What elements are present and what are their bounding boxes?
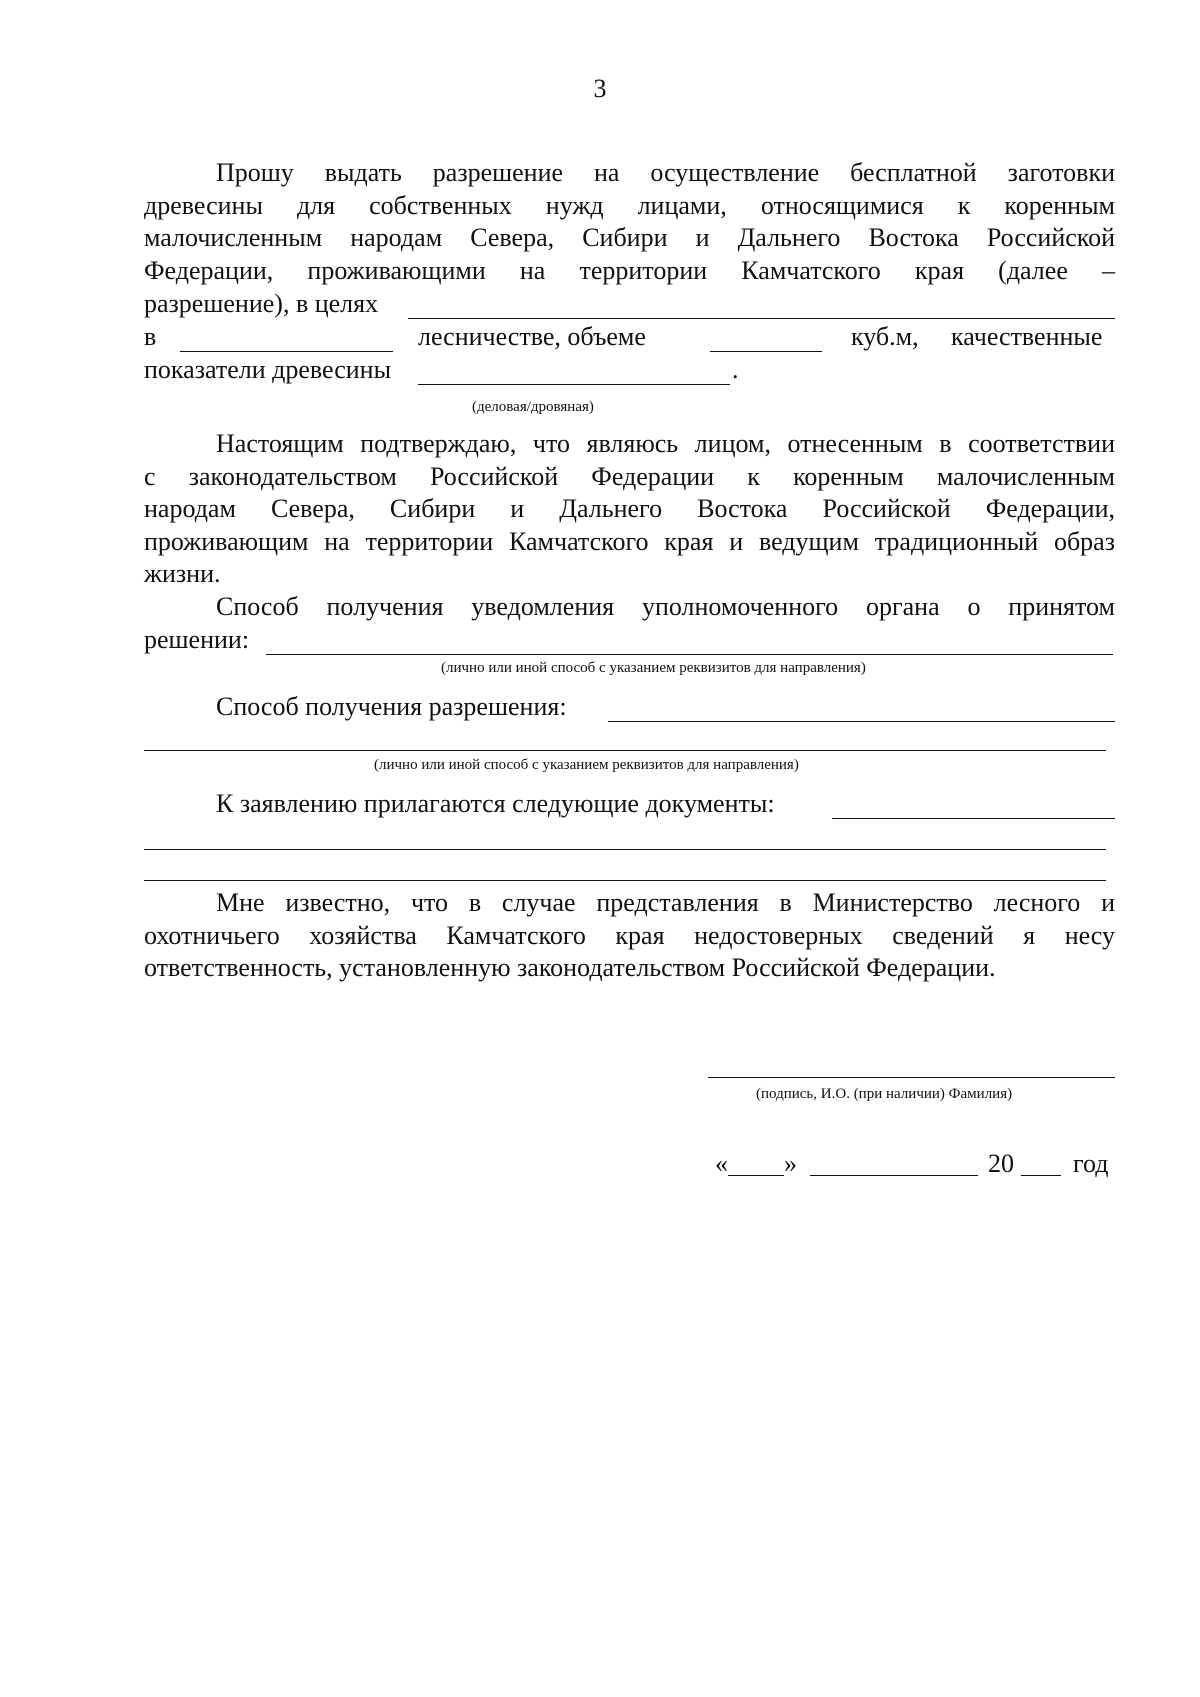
confirmation-paragraph <box>144 428 1115 591</box>
documents-field-1[interactable] <box>832 818 1115 819</box>
date-day-field[interactable] <box>728 1149 784 1176</box>
volume-field[interactable] <box>710 351 822 352</box>
quality-word: качественные <box>951 322 1103 351</box>
documents-label: К заявлению прилагаются следующие документы: <box>216 789 775 818</box>
notification-paragraph <box>144 591 1115 624</box>
date-close-quote: » <box>784 1149 797 1178</box>
date-century: 20 <box>988 1149 1014 1178</box>
date-year-word: год <box>1073 1149 1109 1178</box>
permit-method-label: Способ получения разрешения: <box>216 692 567 721</box>
date-line <box>715 1148 1109 1180</box>
purpose-label: разрешение), в целях <box>144 289 379 318</box>
para2-line-5: жизни. <box>144 559 221 588</box>
para2-line-4: проживающим на территории Камчатского края и ведущим традиционный образ <box>144 526 1115 556</box>
notification-caption: (лично или иной способ с указанием реквизитов для направления) <box>441 660 866 676</box>
documents-field-3[interactable] <box>144 880 1106 881</box>
signature-field[interactable] <box>708 1077 1115 1078</box>
para1-line-1: Прошу выдать разрешение на осуществление бесплатной заготовки <box>216 158 1115 187</box>
signature-caption: (подпись, И.О. (при наличии) Фамилия) <box>756 1086 1013 1102</box>
notification-label: решении: <box>144 625 250 654</box>
quality-end: . <box>732 355 739 384</box>
date-open-quote: « <box>715 1149 728 1178</box>
date-year-field[interactable] <box>1021 1149 1061 1176</box>
para1-line-2: древесины для собственных нужд лицами, относящимися к коренным <box>144 190 1115 220</box>
documents-field-2[interactable] <box>144 849 1106 850</box>
page-number: 3 <box>593 74 607 103</box>
para-last-line-1: Мне известно, что в случае представления в Министерство лесного и <box>216 888 1115 917</box>
permit-method-caption: (лично или иной способ с указанием реквизитов для направления) <box>374 757 799 773</box>
quality-field[interactable] <box>418 384 730 385</box>
responsibility-paragraph <box>144 887 1115 985</box>
forestry-volume-label: лесничестве, объеме <box>418 322 646 351</box>
para1-line-3: малочисленным народам Севера, Сибири и Дальнего Востока Российской <box>144 223 1115 252</box>
request-paragraph <box>144 157 1115 287</box>
forestry-field[interactable] <box>180 351 393 352</box>
para2-line-1: Настоящим подтверждаю, что являюсь лицом, отнесенным в соответствии <box>216 429 1115 458</box>
quality-label: показатели древесины <box>144 355 392 384</box>
date-month-field[interactable] <box>810 1149 978 1176</box>
para-last-line-3: ответственность, установленную законодательством Российской Федерации. <box>144 953 996 982</box>
permit-method-field-2[interactable] <box>144 750 1106 751</box>
volume-unit: куб.м, <box>851 322 919 351</box>
quality-caption: (деловая/дровяная) <box>472 399 594 415</box>
permit-method-field[interactable] <box>608 721 1115 722</box>
notification-field[interactable] <box>266 654 1113 655</box>
para2-line-3: народам Севера, Сибири и Дальнего Востока Российской Федерации, <box>144 494 1115 523</box>
para2-line-2: с законодательством Российской Федерации к коренным малочисленным <box>144 461 1115 491</box>
notification-line-1: Способ получения уведомления уполномоченного органа о принятом <box>216 592 1115 621</box>
para1-line-4: Федерации, проживающими на территории Камчатского края (далее – <box>144 255 1115 285</box>
purpose-field[interactable] <box>408 318 1115 319</box>
para-last-line-2: охотничьего хозяйства Камчатского края недостоверных сведений я несу <box>144 920 1115 950</box>
forestry-prefix: в <box>144 322 157 351</box>
